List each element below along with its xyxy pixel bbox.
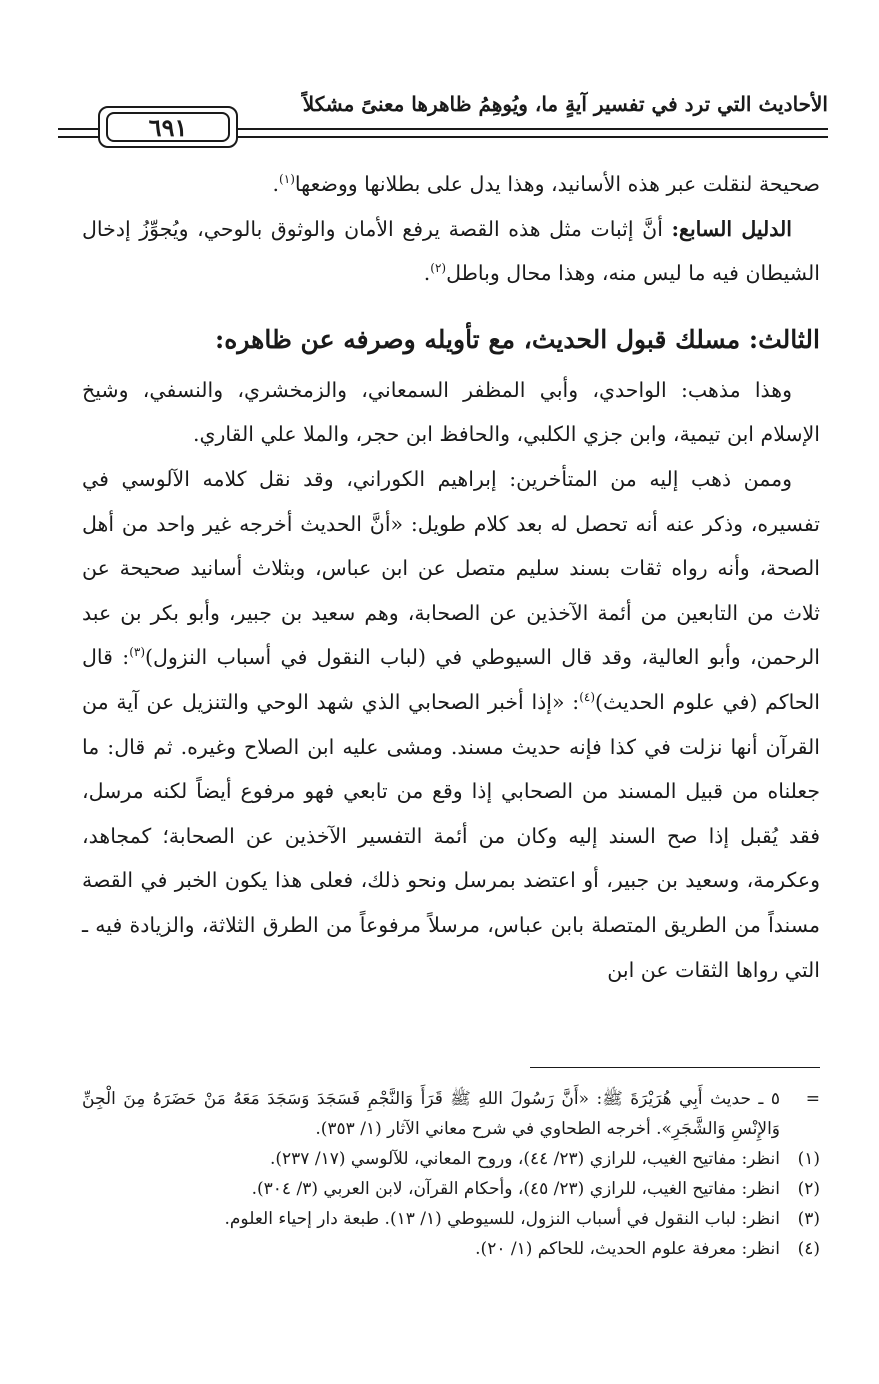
main-text (82, 162, 820, 992)
paragraph-2 (82, 207, 820, 296)
page-number-frame (98, 106, 238, 148)
footnote-mark: (٤) (797, 1239, 820, 1259)
paragraph-4-text-c: : «إذا أخبر الصحابي الذي شهد الوحي والتنزيل عن آية من القرآن أنها نزلت في كذا فإنه حديث مسند. ومشى عليه ابن الصلاح وغيره. ثم قال: ما جعلناه من قبيل المسند من الصحابي إذا وقع من تابعي فهو مرفوع أيضاً لكنه مرسل، فقد يُقبل إذا صح السند إليه وكان من أئمة التفسير الآخذين عن الصحابة؛ كمجاهد، وعكرمة، وسعيد بن جبير، أو اعتضد بمرسل ونحو ذلك، فعلى هذا يكون الخبر في القصة مسنداً من الطريق المتصلة بابن عباس، مرسلاً مرفوعاً من الطرق الثلاثة، والزيادة فيه ـ التي رواها الثقات عن ابن (82, 689, 820, 982)
footnote-ref-3[interactable]: (٣) (129, 645, 146, 660)
paragraph-1-end: . (272, 172, 280, 196)
footnote-item (82, 1174, 820, 1204)
footnote-ref-4[interactable]: (٤) (579, 690, 596, 705)
paragraph-2-end: . (423, 261, 431, 286)
paragraph-2-text: أنَّ إثبات مثل هذه القصة يرفع الأمان والوثوق بالوحي، ويُجوِّزُ إدخال الشيطان فيه ما ليس منه، وهذا محال وباطل (82, 216, 820, 286)
footnote-text: انظر: مفاتيح الغيب، للرازي (٢٣/ ٤٥)، وأحكام القرآن، لابن العربي (٣/ ٣٠٤). (251, 1179, 780, 1199)
footnote-text: انظر: لباب النقول في أسباب النزول، للسيوطي (١/ ١٣). طبعة دار إحياء العلوم. (224, 1209, 780, 1229)
footnote-mark: (١) (797, 1149, 820, 1169)
page-header (58, 84, 828, 152)
paragraph-4-text-a: وممن ذهب إليه من المتأخرين: إبراهيم الكوراني، وقد نقل كلامه الآلوسي في تفسيره، وذكر عنه أنه تحصل له بعد كلام طويل: «أنَّ الحديث أخرجه غير واحد من أهل الصحة، وأنه رواه ثقات بسند سليم متصل عن ابن عباس، وبثلاث أسانيد صحيحة عن ثلاث من التابعين من أئمة الآخذين عن الصحابة، وهم سعيد بن جبير، وأبو بكر بن عبد الرحمن، وأبو العالية، وقد قال السيوطي في (لباب النقول في أسباب النزول) (82, 466, 820, 670)
footnote-mark: (٣) (797, 1209, 820, 1229)
running-title: الأحاديث التي ترد في تفسير آيةٍ ما، ويُوهِمُ ظاهرها معنىً مشكلاً (302, 92, 828, 116)
footnote-separator (530, 1067, 820, 1068)
footnote-mark: (٢) (797, 1179, 820, 1199)
footnote-continuation (82, 1084, 820, 1144)
spacer (82, 296, 820, 312)
paragraph-3: وهذا مذهب: الواحدي، وأبي المظفر السمعاني، والزمخشري، والنسفي، وشيخ الإسلام ابن تيمية، وابن جزي الكلبي، والحافظ ابن حجر، والملا علي القاري. (82, 377, 820, 447)
footnote-text: انظر: معرفة علوم الحديث، للحاكم (١/ ٢٠). (475, 1239, 780, 1259)
paragraph-1 (82, 162, 820, 207)
continuation-mark: = (805, 1089, 820, 1109)
page-number: ٦٩١ (106, 112, 230, 142)
paragraph-4-text-b: : قال الحاكم (في علوم الحديث) (82, 645, 821, 714)
section-heading: الثالث: مسلك قبول الحديث، مع تأويله وصرفه عن ظاهره: (215, 324, 820, 354)
footnote-item (82, 1234, 820, 1264)
paragraph-1-text: صحيحة لنقلت عبر هذه الأسانيد، وهذا يدل على بطلانها ووضعها (294, 172, 820, 196)
paragraph-4 (82, 457, 820, 992)
paragraph-2-lead: الدليل السابع: (671, 216, 792, 241)
footnote-ref-1[interactable]: (١) (279, 172, 295, 187)
footnote-text: انظر: مفاتيح الغيب، للرازي (٢٣/ ٤٤)، وروح المعاني، للآلوسي (١٧/ ٢٣٧). (269, 1149, 780, 1169)
footnotes (82, 1084, 820, 1264)
footnote-item (82, 1144, 820, 1174)
footnote-ref-2[interactable]: (٢) (430, 261, 447, 276)
continuation-text: ٥ ـ حديث أَبِي هُرَيْرَةَ ﷺ: «أَنَّ رَسُولَ اللهِ ﷺ قَرَأَ وَالنَّجْمِ فَسَجَدَ وَسَجَدَ مَعَهُ مَنْ حَضَرَهُ مِنَ الْجِنِّ وَالإِنْسِ وَالشَّجَرِ». أخرجه الطحاوي في شرح معاني الآثار (١/ ٣٥٣). (82, 1089, 780, 1139)
footnote-item (82, 1204, 820, 1234)
